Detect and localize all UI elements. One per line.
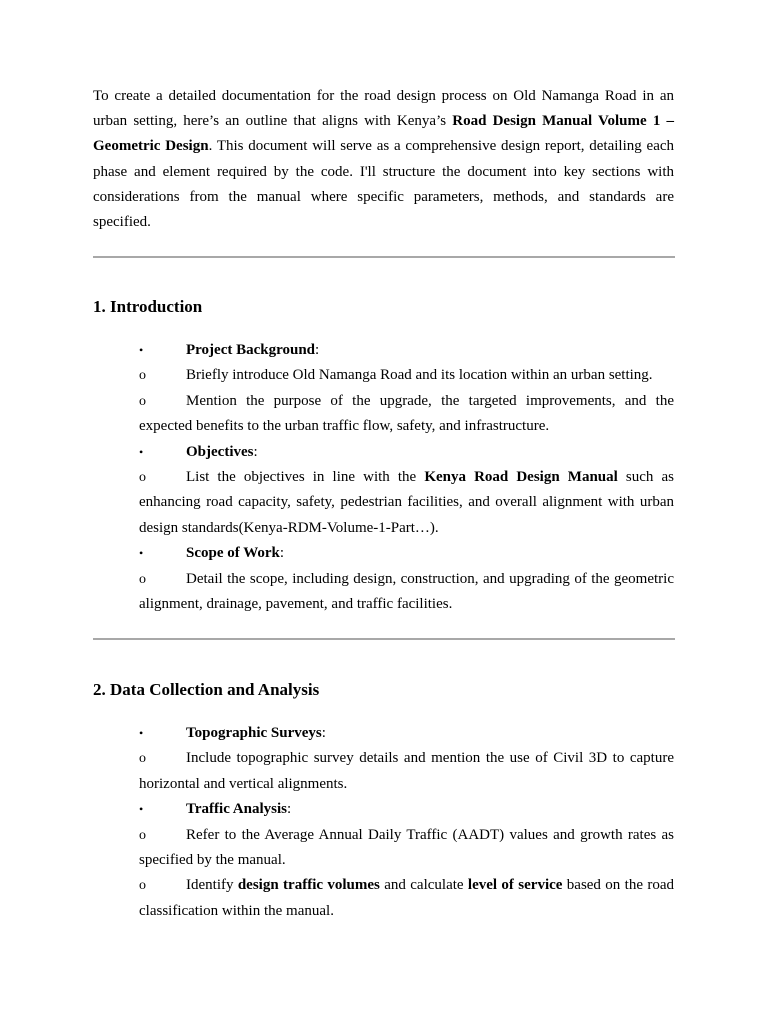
- sub-item-text: Mention the purpose of the upgrade, the targeted improvements, and the expected benefits to the urban traffic flow, safety, and infrastructure.: [139, 392, 674, 435]
- colon: :: [315, 342, 320, 358]
- bullet-marker: •: [139, 802, 144, 817]
- emphasis: design traffic volumes: [237, 877, 380, 894]
- sub-marker: o: [139, 368, 146, 384]
- bullet-marker: •: [139, 726, 144, 740]
- sub-item-text: Detail the scope, including design, construction, and upgrading of the geometric alignment, drainage, pavement, and traffic facilities.: [139, 570, 674, 613]
- colon: :: [279, 545, 285, 562]
- bullet-marker: •: [139, 343, 144, 357]
- data-collection-list: [139, 721, 674, 924]
- sub-marker: o: [139, 827, 146, 843]
- section-divider: [93, 256, 675, 258]
- section-heading-introduction: 1. Introduction: [93, 297, 203, 316]
- sub-item: [139, 567, 674, 618]
- intro-text: To create a detailed documentation for the road design process on Old Namanga Road in an urban setting, here’s an outline that aligns with Kenya’s: [93, 88, 674, 130]
- item-label: Scope of Work: [186, 545, 280, 562]
- intro-text-continued: . This document will serve as a comprehensive design report, detailing each phase and element required by the code. I'll structure the document into key sections with considerations from the manual where specific parameters, methods, and standards are specified.: [93, 138, 675, 231]
- list-item: [139, 338, 674, 363]
- colon: :: [286, 801, 292, 818]
- sub-item: [139, 746, 674, 797]
- colon: :: [321, 725, 326, 741]
- bullet-marker: •: [139, 546, 144, 561]
- sub-item-text: Refer to the Average Annual Daily Traffic (AADT) values and growth rates as specified by the manual.: [139, 826, 674, 869]
- sub-item: [139, 873, 674, 924]
- intro-paragraph: [93, 84, 674, 235]
- item-label: Topographic Surveys: [186, 725, 322, 741]
- sub-item-text: Briefly introduce Old Namanga Road and its location within an urban setting.: [186, 367, 653, 384]
- bullet-marker: •: [139, 444, 144, 459]
- emphasis: level of service: [467, 877, 563, 894]
- list-item: [139, 721, 674, 746]
- sub-item-text-continued: such as enhancing road capacity, safety, pedestrian facilities, and overall alignment with urban design standards(Kenya-RDM-Volume-1-Part…).: [139, 469, 674, 536]
- sub-item-text: List the objectives in line with the: [186, 469, 425, 486]
- sub-marker: o: [139, 393, 146, 409]
- sub-marker: o: [139, 470, 146, 486]
- item-label: Project Background: [186, 342, 316, 358]
- sub-item-text: Include topographic survey details and mention the use of Civil 3D to capture horizontal and vertical alignments.: [139, 750, 674, 792]
- item-label: Traffic Analysis: [186, 801, 287, 818]
- manual-name: Kenya Road Design Manual: [424, 469, 618, 486]
- sub-item: [139, 823, 674, 874]
- sub-item-text: Identify: [186, 877, 238, 894]
- introduction-list: [139, 338, 674, 617]
- colon: :: [253, 443, 258, 460]
- list-item: [139, 797, 674, 822]
- intro-manual-title: Road Design Manual Volume 1 – Geometric Design: [93, 113, 674, 155]
- sub-item: [139, 465, 674, 541]
- sub-item: [139, 363, 674, 388]
- sub-marker: o: [139, 878, 146, 894]
- sub-item-text-end: based on the road classification within the manual.: [139, 877, 674, 919]
- sub-marker: o: [139, 571, 146, 587]
- sub-item: [139, 389, 674, 440]
- list-item: [139, 541, 674, 566]
- section-divider: [93, 638, 675, 640]
- list-item: [139, 440, 674, 465]
- section-heading-data-collection: 2. Data Collection and Analysis: [93, 680, 320, 699]
- sub-item-text-continued: and calculate: [379, 877, 468, 894]
- sub-marker: o: [139, 751, 146, 767]
- item-label: Objectives: [186, 443, 254, 460]
